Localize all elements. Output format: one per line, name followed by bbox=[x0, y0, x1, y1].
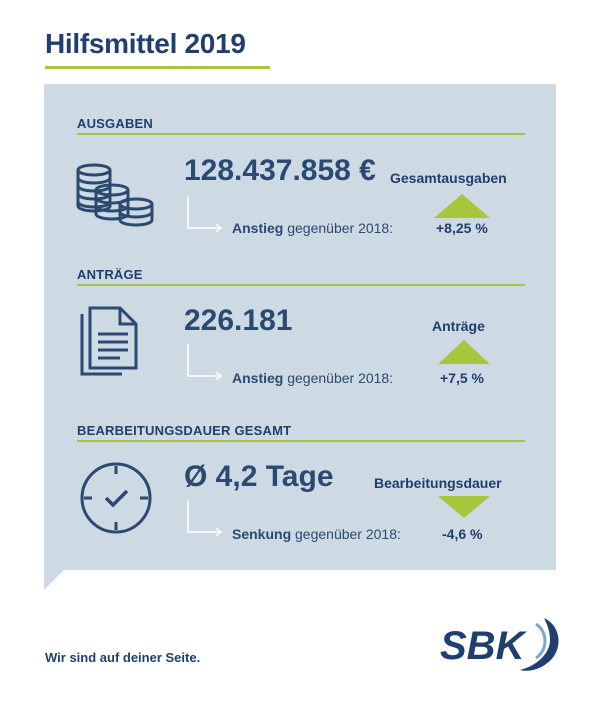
logo-text: SBK bbox=[440, 624, 525, 668]
trend-up-icon bbox=[434, 194, 490, 218]
metric-label-gesamtausgaben: Gesamtausgaben bbox=[390, 170, 507, 186]
comparison-text: Senkung gegenüber 2018: bbox=[232, 526, 401, 542]
connector-arrow-icon bbox=[186, 344, 226, 380]
sbk-logo bbox=[436, 612, 566, 674]
trend-down-icon bbox=[438, 496, 490, 518]
processing-time-value: Ø 4,2 Tage bbox=[184, 460, 334, 493]
section-divider bbox=[77, 440, 525, 442]
clock-icon bbox=[78, 460, 154, 536]
connector-arrow-icon bbox=[186, 196, 226, 232]
page-title: Hilfsmittel 2019 bbox=[45, 28, 246, 59]
section-label-antraege: ANTRÄGE bbox=[77, 267, 143, 282]
metric-label-bearbeitungsdauer: Bearbeitungsdauer bbox=[374, 475, 502, 491]
total-expenses-value: 128.437.858 € bbox=[184, 154, 376, 187]
trend-up-icon bbox=[438, 340, 490, 364]
applications-value: 226.181 bbox=[184, 304, 293, 337]
section-label-ausgaben: AUSGABEN bbox=[77, 116, 153, 131]
percent-change: -4,6 % bbox=[442, 526, 483, 542]
section-divider bbox=[77, 133, 525, 135]
document-icon bbox=[80, 306, 138, 376]
metric-label-antraege: Anträge bbox=[432, 318, 485, 334]
comparison-text: Anstieg gegenüber 2018: bbox=[232, 220, 394, 236]
percent-change: +7,5 % bbox=[440, 370, 484, 386]
panel-speech-tail bbox=[44, 570, 64, 590]
footer-slogan: Wir sind auf deiner Seite. bbox=[45, 650, 201, 665]
percent-change: +8,25 % bbox=[436, 220, 488, 236]
section-label-bearbeitungsdauer: BEARBEITUNGSDAUER GESAMT bbox=[77, 423, 292, 438]
comparison-text: Anstieg gegenüber 2018: bbox=[232, 370, 394, 386]
connector-arrow-icon bbox=[186, 500, 226, 536]
coins-icon bbox=[74, 162, 156, 228]
section-divider bbox=[77, 284, 525, 286]
title-underline bbox=[45, 66, 270, 69]
